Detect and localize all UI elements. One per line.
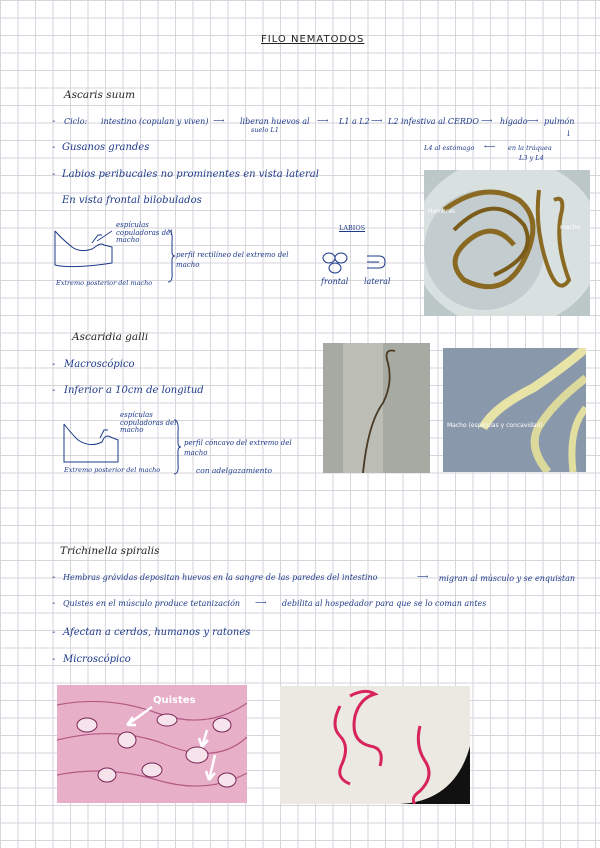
trichinella-worm-photo	[280, 686, 470, 804]
species-name-trichinella: Trichinella spiralis	[60, 545, 160, 557]
photo-label-macho-espiculas: Macho (espículas y concavidad)	[447, 422, 543, 429]
arrow-icon: ⟶	[481, 116, 493, 125]
species-name-ascaridia: Ascaridia galli	[72, 331, 149, 343]
trichinella-bullet-afectan: Afectan a cerdos, humanos y ratones	[63, 627, 251, 638]
species-name-ascaris: Ascaris suum	[64, 89, 136, 101]
brace-label-adelgazamiento: con adelgazamiento	[196, 466, 273, 475]
ascaris-bullet-labios: Labios peribucales no prominentes en vista lateral	[62, 169, 319, 180]
cycle-label: Ciclo:	[64, 117, 88, 126]
photo-label-macho: macho	[560, 224, 581, 231]
spicules-label: espículas copuladoras del macho	[120, 411, 177, 435]
bullet: -	[52, 169, 56, 180]
cycle-step-pulmon: pulmón	[544, 117, 575, 126]
trichinella-bullet-micro: Microscópico	[63, 654, 131, 665]
bullet: -	[52, 359, 56, 370]
ascaris-bullet-grandes: Gusanos grandes	[62, 142, 150, 153]
cycle-step-intestino: intestino (copulan y viven)	[101, 117, 209, 126]
brace-label-concavo: perfil cóncavo del extremo del macho	[184, 439, 292, 457]
page-title: FILO NEMATODOS	[261, 34, 365, 45]
photo-label-quistes: Quistes	[153, 695, 196, 706]
trichinella-histology-photo	[57, 685, 247, 803]
bullet: -	[52, 654, 56, 665]
arrow-left-icon: ⟵	[484, 142, 496, 151]
cycle-step-estomago: L4 al estómago	[424, 144, 475, 152]
trichinella-bullet-debilita: debilita al hospedador para que se lo coman antes	[282, 599, 487, 608]
arrow-icon: ⟶	[527, 116, 539, 125]
photo-label-hembras: Hembras	[428, 208, 456, 215]
ascaridia-photo-2	[443, 348, 586, 472]
cycle-step-huevos: liberan huevos al	[240, 117, 310, 126]
ascaridia-bullet-macro: Macroscópico	[64, 359, 135, 370]
brace-icon	[172, 418, 182, 476]
arrow-icon: ⟶	[213, 116, 225, 125]
bullet: -	[52, 385, 56, 396]
arrow-icon: ⟶	[255, 598, 267, 607]
lips-frontal-label: frontal	[321, 277, 349, 286]
ascaris-photo	[424, 170, 590, 316]
ascaris-line-frontal: En vista frontal bilobulados	[62, 195, 202, 206]
cycle-step-traquea: en la tráquea	[508, 144, 552, 152]
bullet: -	[52, 142, 56, 153]
lips-lateral-sketch	[365, 252, 391, 274]
brace-label-rectilineo: perfil rectilíneo del extremo del macho	[176, 251, 289, 269]
cycle-step-l3-l4: L3 y L4	[519, 154, 544, 162]
cycle-step-suelo: suelo L1	[251, 126, 279, 134]
cycle-step-cerdo: L2 infestiva al CERDO	[388, 117, 479, 126]
arrow-icon: ⟶	[371, 116, 383, 125]
arrow-icon: ⟶	[317, 116, 329, 125]
labios-heading: LABIOS	[339, 224, 366, 232]
posterior-label: Extremo posterior del macho	[56, 279, 153, 287]
cycle-step-higado: hígado	[500, 117, 528, 126]
trichinella-bullet-hembras: Hembras grávidas depositan huevos en la sangre de las paredes del intestino	[63, 573, 378, 582]
bullet: -	[52, 627, 56, 638]
brace-icon	[166, 228, 176, 284]
bullet: -	[52, 116, 56, 127]
arrow-icon: ⟶	[417, 572, 429, 581]
cycle-step-l1-l2: L1 a L2	[339, 117, 370, 126]
trichinella-bullet-quistes: Quistes en el músculo produce tetanización	[63, 599, 241, 608]
lips-frontal-sketch	[321, 250, 351, 276]
arrow-down-icon: ↓	[565, 129, 572, 138]
trichinella-bullet-migran: migran al músculo y se enquistan	[438, 574, 575, 583]
lips-lateral-label: lateral	[364, 277, 391, 286]
ascaridia-bullet-longitud: Inferior a 10cm de longitud	[64, 385, 204, 396]
bullet: -	[52, 598, 56, 609]
bullet: -	[52, 572, 56, 583]
posterior-label: Extremo posterior del macho	[64, 466, 161, 474]
spicules-label: espículas copuladoras del macho	[116, 221, 173, 245]
ascaridia-photo-1	[323, 343, 430, 473]
